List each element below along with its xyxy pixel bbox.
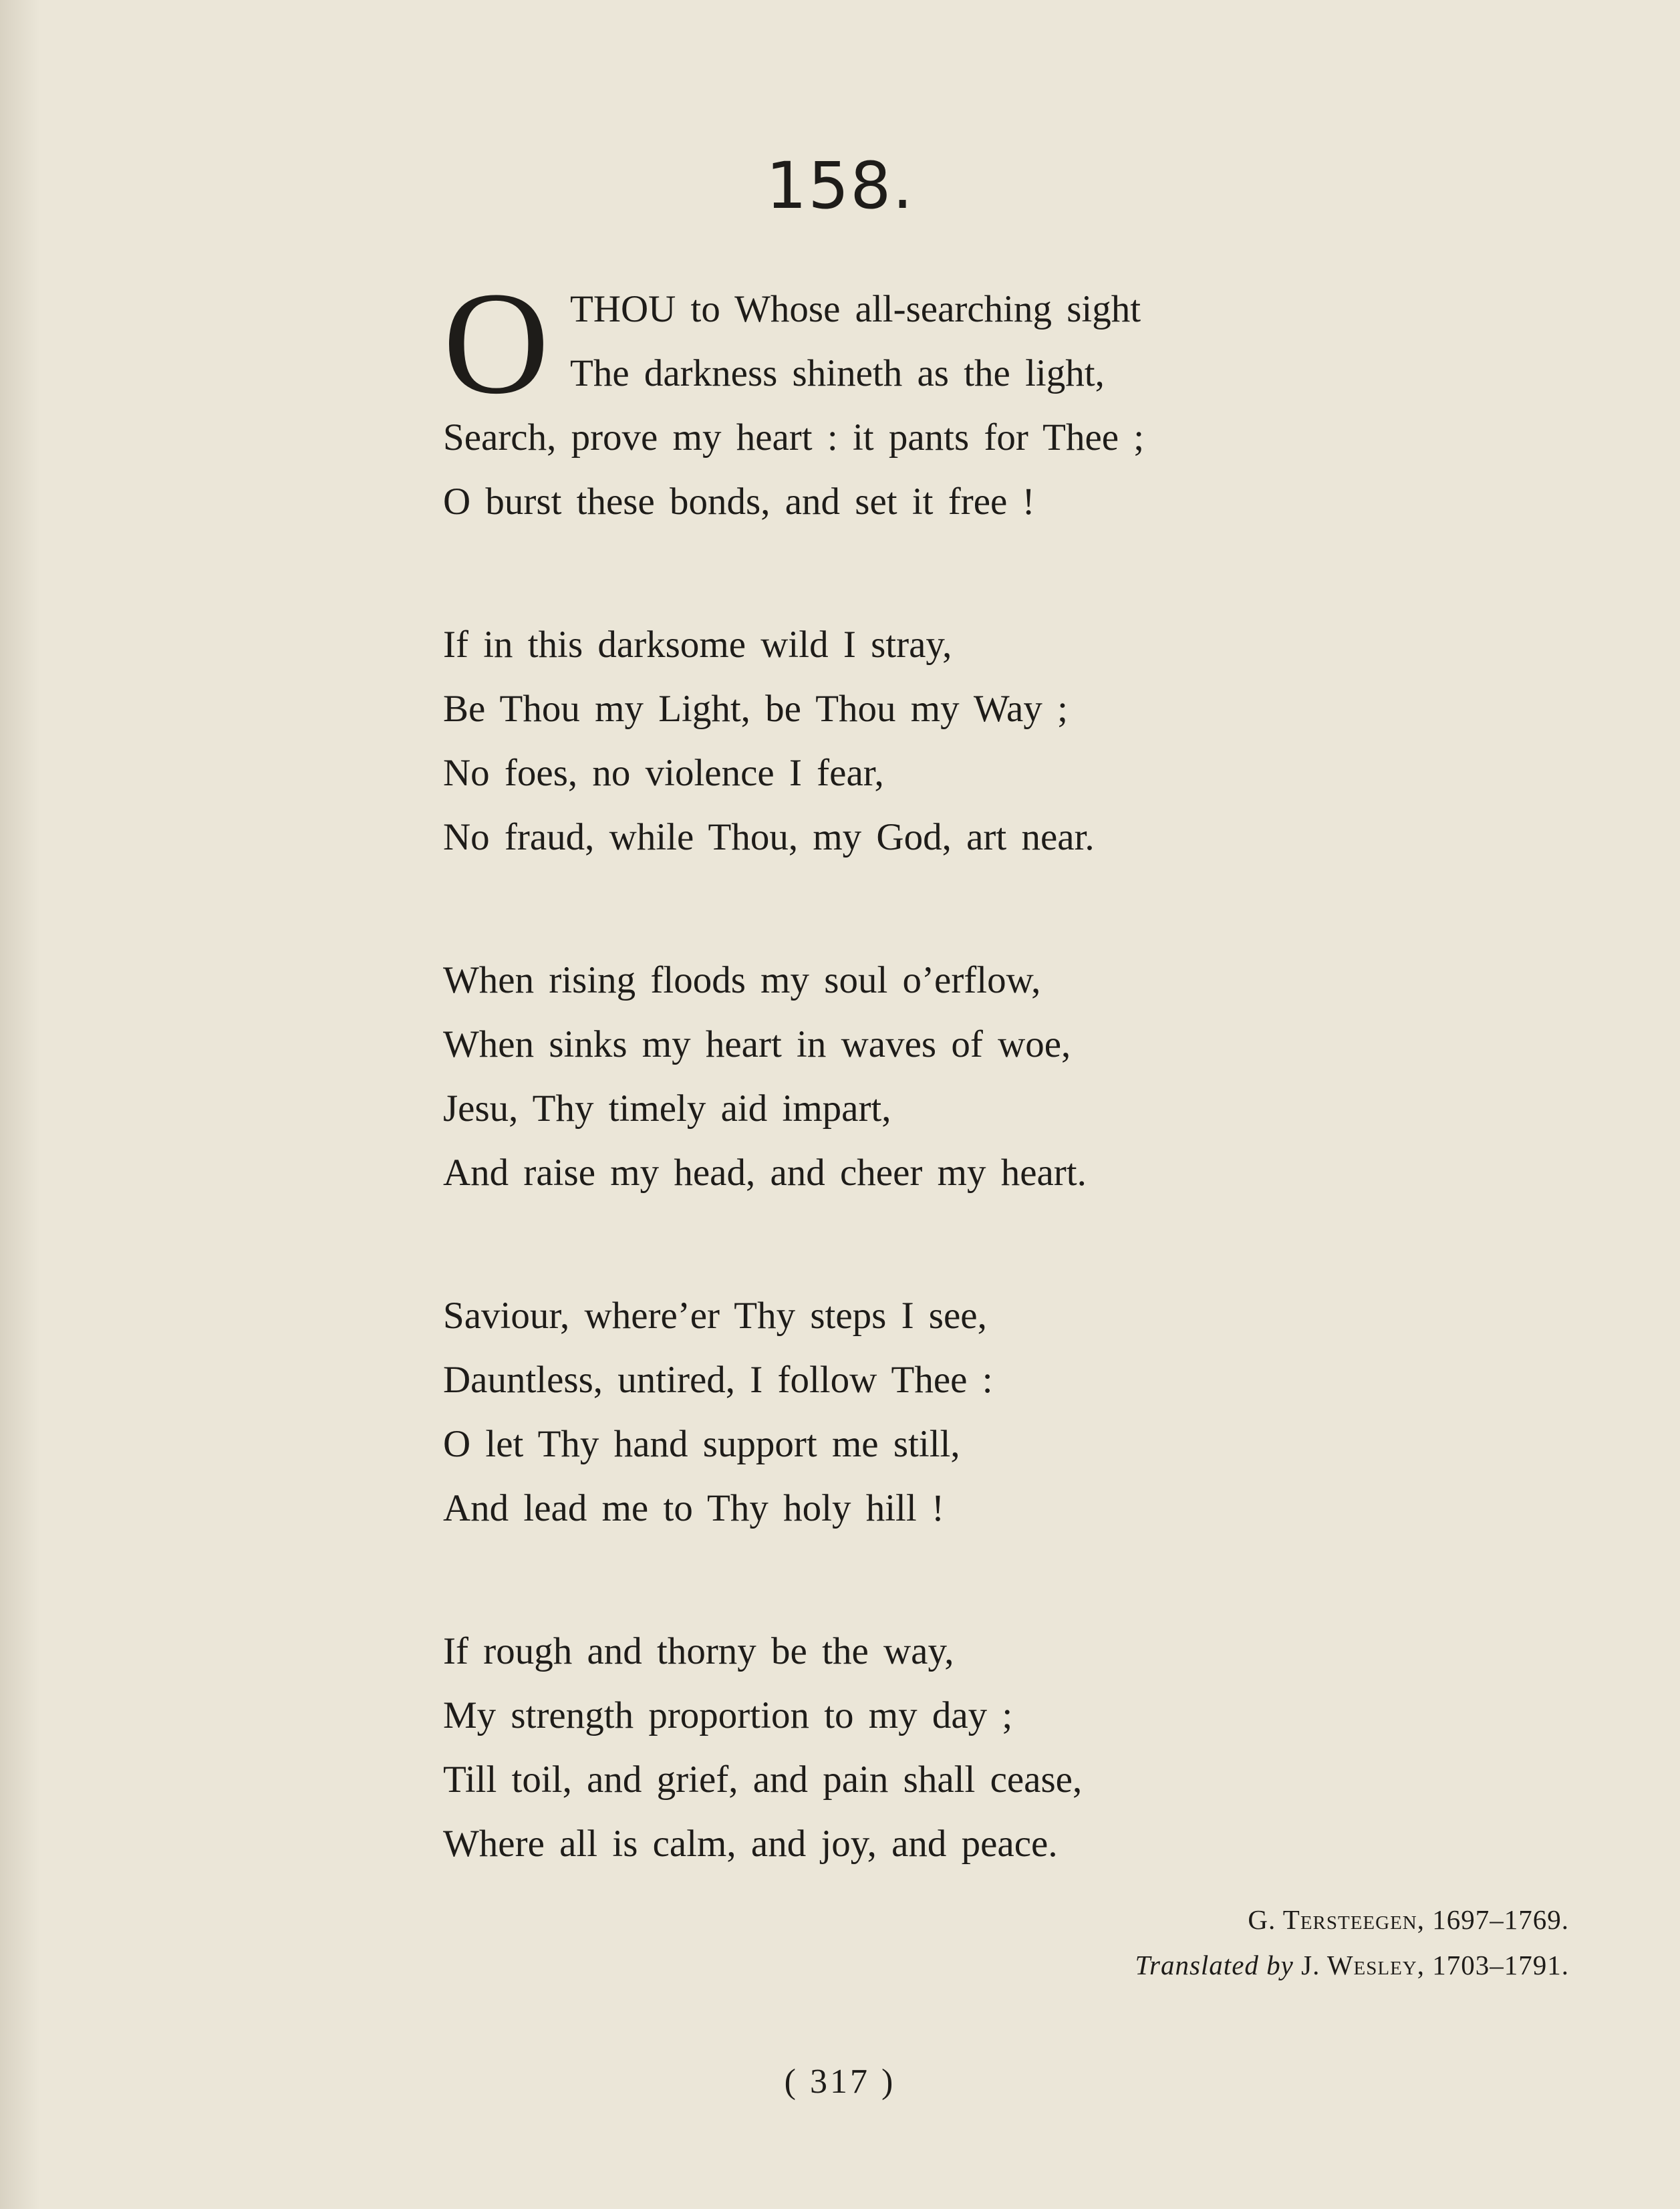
author-dates: 1697–1769. [1432, 1904, 1569, 1935]
space [1294, 1950, 1301, 1980]
poem-line: If rough and thorny be the way, [443, 1630, 954, 1672]
poem [443, 261, 1379, 1876]
stanza-gap [443, 1541, 1379, 1619]
drop-cap: O [443, 261, 549, 424]
poem-line: The darkness shineth as the light, [570, 352, 1105, 394]
poem-line: Search, prove my heart : it pants for Thee ; [443, 416, 1145, 459]
stanza-gap [443, 534, 1379, 613]
poem-line: O let Thy hand support me still, [443, 1423, 960, 1465]
hymn-number: 158. [766, 148, 914, 223]
translator-dates: 1703–1791. [1432, 1950, 1569, 1980]
stanza-gap [443, 1205, 1379, 1284]
stanza-gap [443, 870, 1379, 948]
poem-line: When sinks my heart in waves of woe, [443, 1023, 1071, 1065]
poem-line: And lead me to Thy holy hill ! [443, 1487, 944, 1529]
poem-line: THOU to Whose all-searching sight [570, 288, 1141, 330]
poem-line: Till toil, and grief, and pain shall cease, [443, 1759, 1083, 1801]
poem-line: Dauntless, untired, I follow Thee : [443, 1359, 993, 1401]
attribution [1135, 1897, 1569, 1988]
translator-line [1135, 1942, 1569, 1988]
comma: , [1417, 1904, 1433, 1935]
stanza-2 [443, 613, 1379, 870]
comma: , [1417, 1950, 1433, 1980]
stanza-4 [443, 1284, 1379, 1541]
author-line [1135, 1897, 1569, 1942]
poem-line: No foes, no violence I fear, [443, 752, 884, 794]
stanza-5 [443, 1619, 1379, 1876]
translated-label: Translated by [1135, 1950, 1294, 1980]
poem-line: No fraud, while Thou, my God, art near. [443, 816, 1095, 858]
stanza-3 [443, 948, 1379, 1205]
poem-line: My strength proportion to my day ; [443, 1694, 1013, 1736]
page-edge-shadow [0, 0, 40, 2209]
poem-line: Jesu, Thy timely aid impart, [443, 1087, 891, 1130]
poem-line: When rising floods my soul o’erflow, [443, 959, 1041, 1001]
translator-name: J. Wesley [1301, 1950, 1417, 1980]
poem-line: If in this darksome wild I stray, [443, 624, 952, 666]
poem-line: Saviour, where’er Thy steps I see, [443, 1295, 987, 1337]
poem-line: O burst these bonds, and set it free ! [443, 481, 1035, 523]
poem-line: Be Thou my Light, be Thou my Way ; [443, 688, 1068, 730]
stanza-1 [443, 261, 1379, 534]
author-name: G. Tersteegen [1248, 1904, 1417, 1935]
poem-line: Where all is calm, and joy, and peace. [443, 1823, 1058, 1865]
page-number: ( 317 ) [784, 2063, 896, 2101]
poem-line: And raise my head, and cheer my heart. [443, 1152, 1087, 1194]
